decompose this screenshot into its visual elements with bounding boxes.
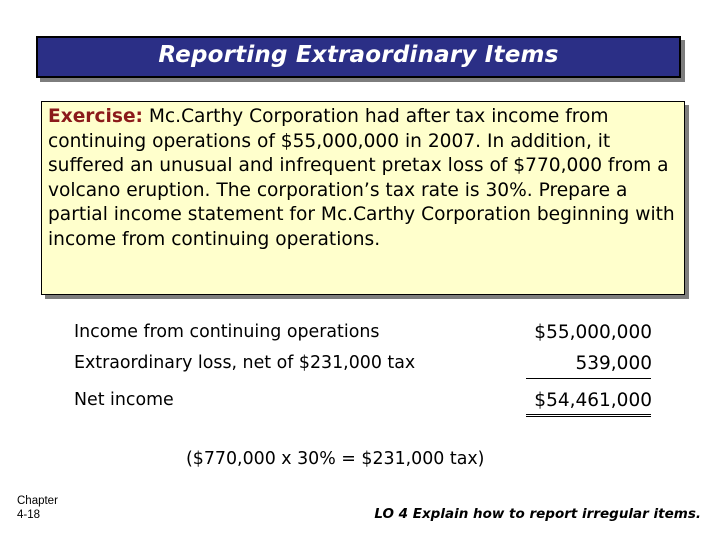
chapter-line: Chapter bbox=[17, 495, 58, 507]
row-label: Extraordinary loss, net of $231,000 tax bbox=[74, 353, 416, 373]
learning-objective: LO 4 Explain how to report irregular items. bbox=[374, 506, 701, 522]
row-amount: 539,000 bbox=[575, 353, 652, 374]
exercise-label: Exercise: bbox=[48, 106, 143, 127]
chapter-label bbox=[17, 494, 58, 522]
chapter-number: 4-18 bbox=[17, 509, 41, 521]
subtotal-rule bbox=[526, 378, 651, 379]
total-double-rule bbox=[526, 414, 651, 417]
title-bar bbox=[36, 36, 681, 78]
row-amount: $55,000,000 bbox=[534, 322, 652, 343]
tax-calculation-note: ($770,000 x 30% = $231,000 tax) bbox=[186, 449, 485, 469]
row-amount: $54,461,000 bbox=[534, 390, 652, 411]
row-label: Net income bbox=[74, 390, 174, 410]
exercise-box bbox=[41, 101, 685, 295]
slide-title: Reporting Extraordinary Items bbox=[158, 42, 559, 68]
row-label: Income from continuing operations bbox=[74, 322, 380, 342]
exercise-text: Mc.Carthy Corporation had after tax income from continuing operations of $55,000,000 in 2007. In addition, it suffered an unusual and infrequent pretax loss of $770,000 from a volcano eruption. The corporation’s tax rate is 30%. Prepare a partial income statement for Mc.Carthy Corporation beginning with income from continuing operations. bbox=[48, 106, 675, 250]
